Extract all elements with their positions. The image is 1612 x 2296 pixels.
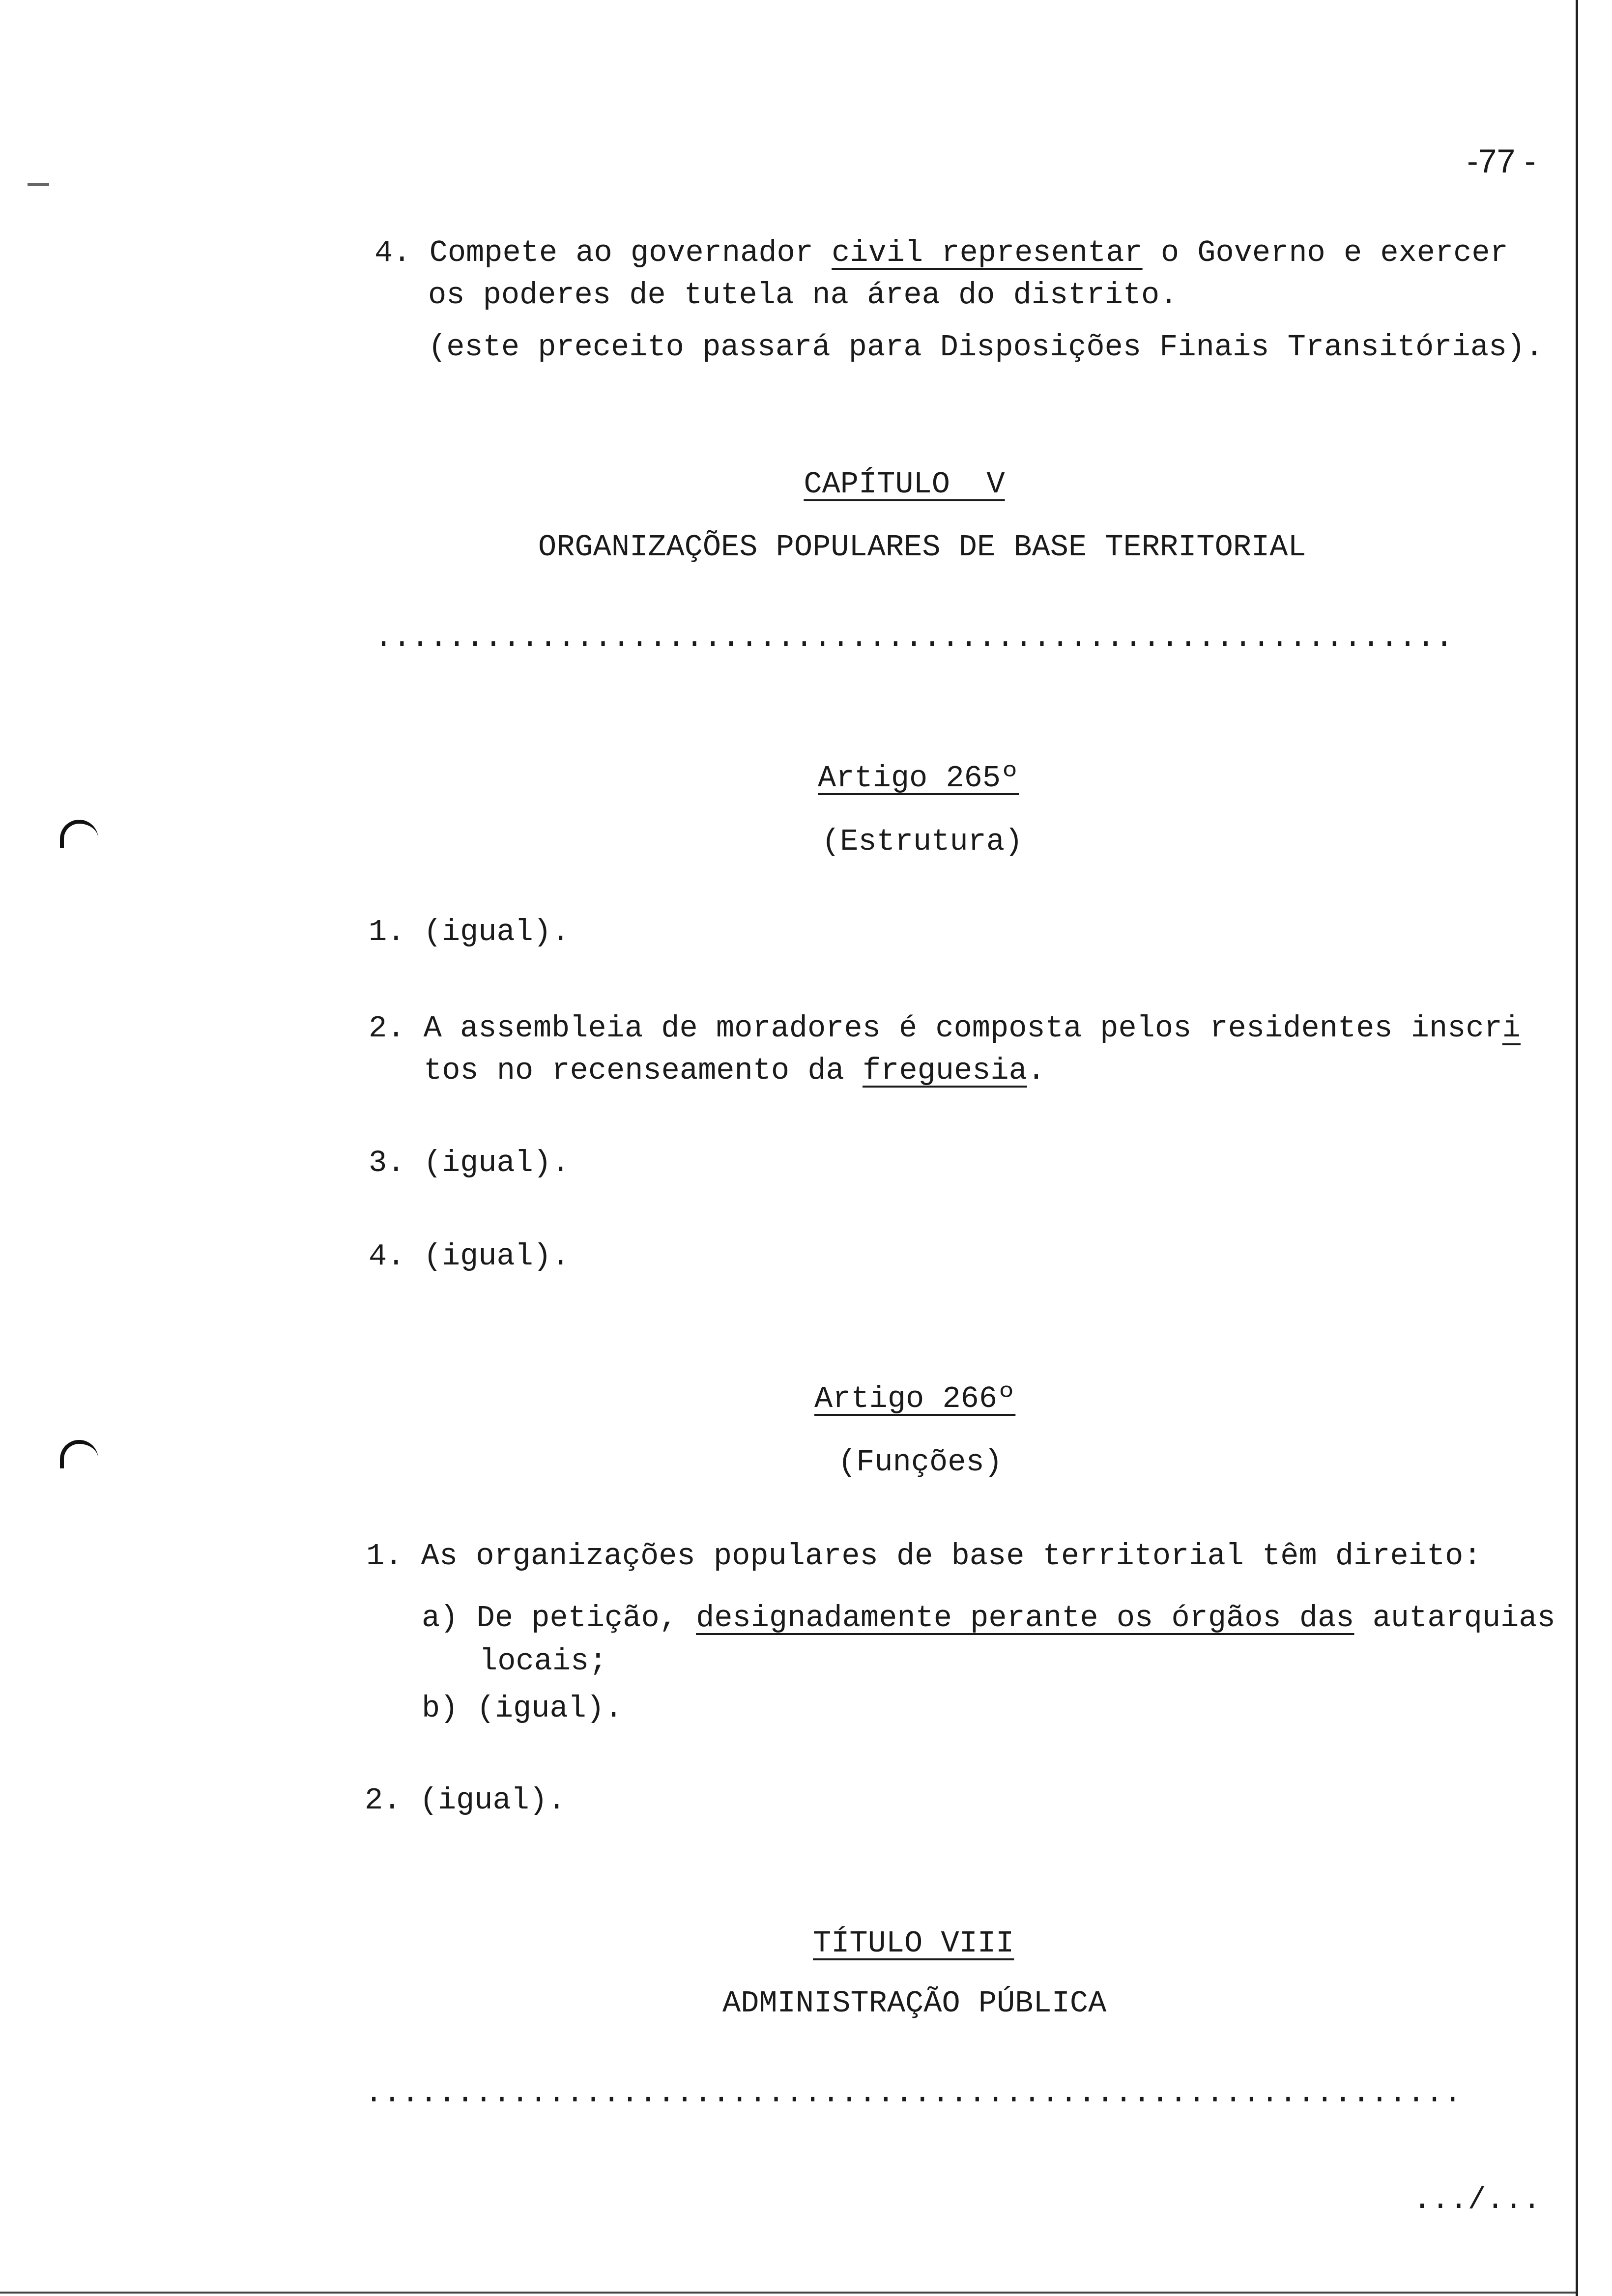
p4-line1-end: o Governo e exercer (1142, 235, 1508, 270)
article-266-item-a-underlined: designadamente perante os órgãos das (696, 1601, 1354, 1636)
p4-underlined-phrase: civil representar (832, 235, 1143, 270)
article-266-item-a-line2: locais; (479, 1644, 607, 1679)
article-266-subtitle: (Funções) (838, 1445, 1003, 1480)
chapter-title: CAPÍTULO V (804, 467, 1005, 502)
article-265-item-2-period: . (1027, 1053, 1046, 1088)
article-266-item-b: b) (igual). (422, 1691, 623, 1726)
page-number: -77 - (1467, 143, 1536, 180)
article-266-item-2: 2. (igual). (365, 1783, 566, 1818)
article-265-subtitle: (Estrutura) (822, 824, 1023, 859)
article-266-title: Artigo 266º (814, 1381, 1016, 1416)
article-265-item-2-hyphen-letter: i (1502, 1011, 1521, 1046)
punch-hole-mark-bottom (60, 1440, 98, 1468)
title-viii: TÍTULO VIII (813, 1926, 1014, 1961)
dotted-separator-1: ........................................................... (374, 620, 1454, 655)
bottom-edge-rule (0, 2292, 1576, 2294)
article-265-item-2-line2: tos no recenseamento da (424, 1053, 863, 1088)
punch-hole-mark-top (60, 820, 98, 848)
title-viii-subtitle: ADMINISTRAÇÃO PÚBLICA (722, 1986, 1107, 2021)
freguesia-underlined: freguesia (862, 1053, 1027, 1088)
article-265-item-4: 4. (igual). (369, 1239, 570, 1274)
dotted-separator-2: ............................................................ (365, 2076, 1462, 2111)
p4-line1-start: 4. Compete ao governador (374, 235, 832, 270)
article-266-item-a-end: autarquias (1354, 1601, 1555, 1636)
article-265-item-1: 1. (igual). (369, 915, 570, 949)
article-265-item-3: 3. (igual). (369, 1146, 570, 1180)
margin-speck (28, 183, 49, 186)
continuation-mark: .../... (1413, 2182, 1541, 2217)
article-266-item-1: 1. As organizações populares de base territorial têm direito: (366, 1539, 1482, 1574)
article-266-item-a-start: a) De petição, (422, 1601, 696, 1636)
p4-line2: os poderes de tutela na área do distrito. (428, 278, 1178, 313)
article-265-title: Artigo 265º (818, 761, 1019, 796)
article-265-item-2-line1: 2. A assembleia de moradores é composta pelos residentes inscr (369, 1011, 1502, 1046)
p4-line3: (este preceito passará para Disposições Finais Transitórias). (428, 330, 1544, 365)
right-margin-rule (1576, 0, 1578, 2296)
chapter-subtitle: ORGANIZAÇÕES POPULARES DE BASE TERRITORIAL (538, 530, 1306, 565)
